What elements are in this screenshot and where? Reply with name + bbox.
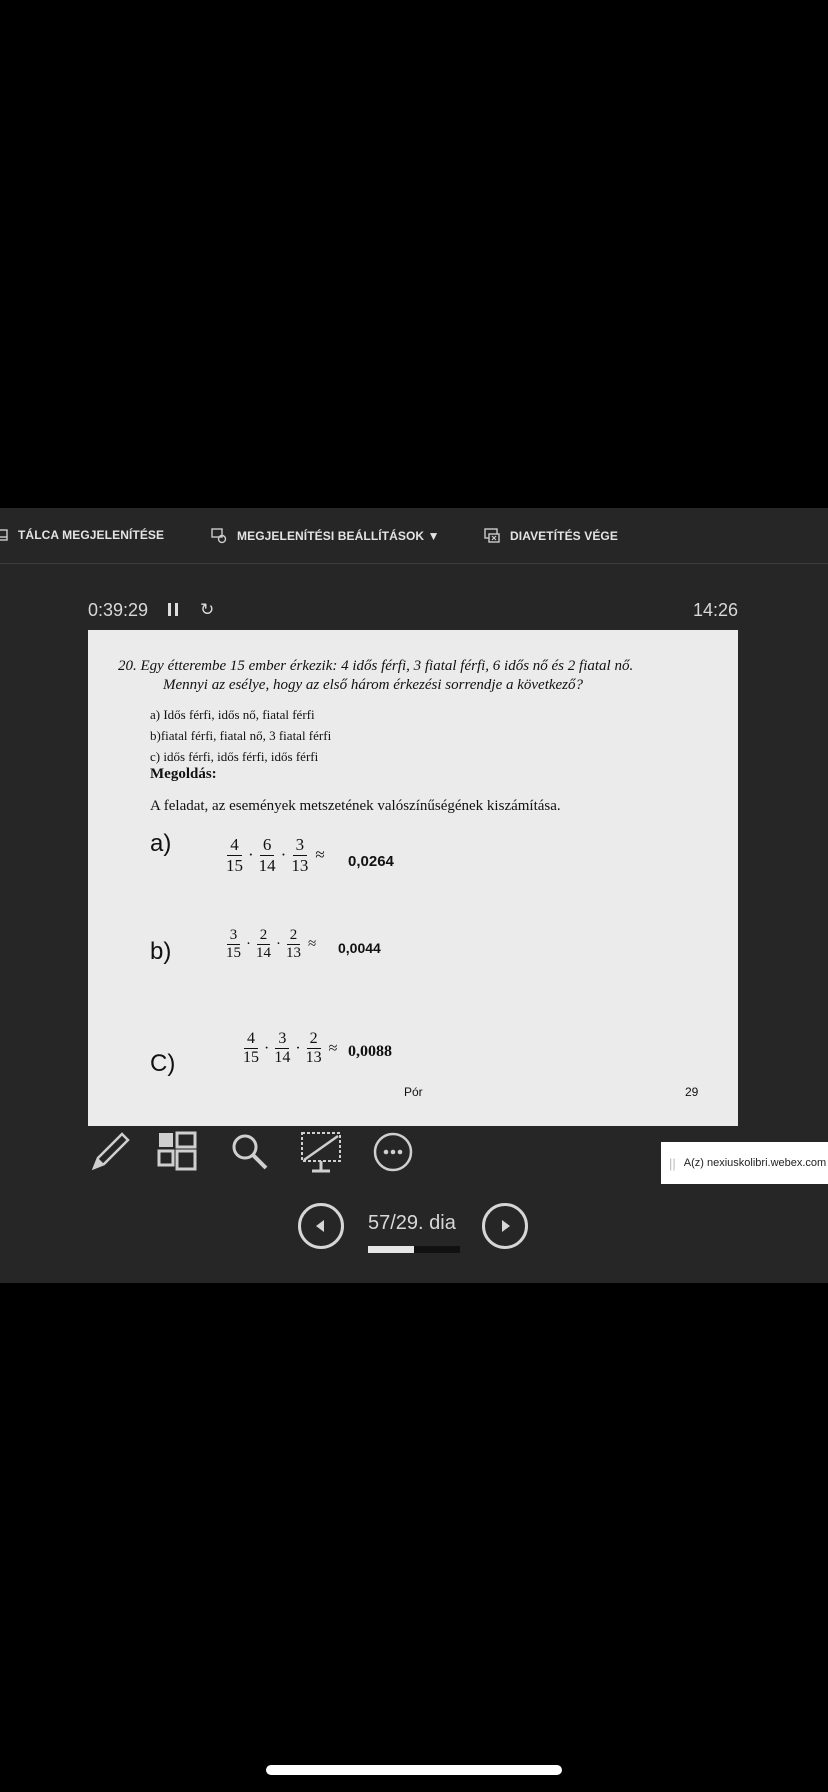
fraction: $\frac{2}{14}$ — [256, 927, 271, 962]
end-slideshow-label: DIAVETÍTÉS VÉGE — [510, 529, 618, 543]
part-b-result: 0,0044 — [338, 940, 381, 956]
slide-progress-fill — [368, 1246, 414, 1253]
slide-footer-author: Pór — [404, 1085, 423, 1099]
slide-counter: 57/29. dia — [368, 1212, 456, 1234]
next-slide-button[interactable] — [482, 1203, 528, 1249]
display-settings-label: MEGJELENÍTÉSI BEÁLLÍTÁSOK ▼ — [237, 529, 440, 543]
option-c: c) idős férfi, idős férfi, idős férfi — [150, 749, 319, 764]
solution-heading: Megoldás: — [150, 766, 217, 782]
fraction: $\frac{3}{15}$ — [226, 927, 241, 962]
end-slideshow-button[interactable] — [484, 528, 618, 544]
part-b-label: b) — [150, 938, 172, 965]
drag-handle-icon[interactable]: || — [669, 1155, 676, 1171]
presenter-view — [0, 508, 828, 1283]
current-time: 14:26 — [692, 600, 738, 620]
solution-intro: A feladat, az események metszetének valószínűségének kiszámítása. — [150, 798, 561, 814]
display-settings-button[interactable] — [211, 528, 440, 544]
slide-page-number: 29 — [685, 1085, 699, 1099]
black-screen-icon[interactable] — [298, 1130, 346, 1176]
part-a-result: 0,0264 — [348, 853, 394, 870]
fraction: $\frac{2}{13}$ — [305, 1030, 322, 1067]
fraction: $\frac{2}{13}$ — [286, 927, 301, 962]
part-a-expression: $\frac{4}{15}$ · $\frac{6}{14}$ · $\frac{3}{13}$ ≈ — [223, 835, 325, 875]
slide-progress-bar — [368, 1246, 460, 1253]
next-arrow-icon — [497, 1218, 513, 1234]
pause-icon[interactable] — [168, 601, 182, 619]
webex-notification[interactable] — [661, 1142, 828, 1184]
question-line-1: 20. Egy étterembe 15 ember érkezik: 4 idős férfi, 3 fiatal férfi, 6 idős nő és 2 fiatal nő. — [118, 658, 634, 674]
display-settings-icon — [211, 528, 227, 544]
end-show-icon — [484, 528, 500, 544]
taskbar-icon — [0, 528, 8, 542]
option-b: b)fiatal férfi, fiatal nő, 3 fiatal férfi — [150, 728, 332, 743]
current-slide — [88, 630, 738, 1126]
fraction: $\frac{3}{13}$ — [291, 835, 309, 875]
elapsed-timer: 0:39:29 — [88, 600, 149, 620]
fraction: $\frac{3}{14}$ — [274, 1030, 291, 1067]
previous-arrow-icon — [313, 1218, 329, 1234]
option-a: a) Idős férfi, idős nő, fiatal férfi — [150, 707, 315, 722]
reset-timer-icon[interactable]: ↻ — [200, 600, 215, 619]
show-taskbar-button[interactable] — [0, 528, 164, 542]
zoom-icon[interactable] — [228, 1130, 272, 1174]
part-b-expression: $\frac{3}{15}$ · $\frac{2}{14}$ · $\frac{2}{13}$ ≈ — [223, 927, 316, 963]
fraction: $\frac{6}{14}$ — [258, 835, 276, 875]
part-c-label: C) — [150, 1050, 176, 1077]
part-c-expression: $\frac{4}{15}$ · $\frac{3}{14}$ · $\frac{2}{13}$ ≈ — [240, 1030, 337, 1068]
home-indicator[interactable] — [266, 1765, 562, 1775]
fraction: $\frac{4}{15}$ — [226, 835, 243, 875]
fraction: $\frac{4}{15}$ — [243, 1030, 259, 1067]
show-taskbar-label: TÁLCA MEGJELENÍTÉSE — [18, 528, 165, 542]
slide-question — [118, 657, 718, 695]
part-a-label: a) — [150, 830, 172, 857]
question-line-2: Mennyi az esélye, hogy az első három érkezési sorrendje a következő? — [163, 677, 584, 693]
more-options-icon[interactable] — [371, 1130, 415, 1174]
notification-text: A(z) nexiuskolibri.webex.com — [683, 1157, 827, 1169]
see-all-slides-icon[interactable] — [156, 1130, 200, 1174]
pen-icon[interactable] — [88, 1130, 132, 1174]
presenter-toolbar — [0, 508, 828, 564]
previous-slide-button[interactable] — [298, 1203, 344, 1249]
part-c-result: 0,0088 — [348, 1043, 392, 1060]
